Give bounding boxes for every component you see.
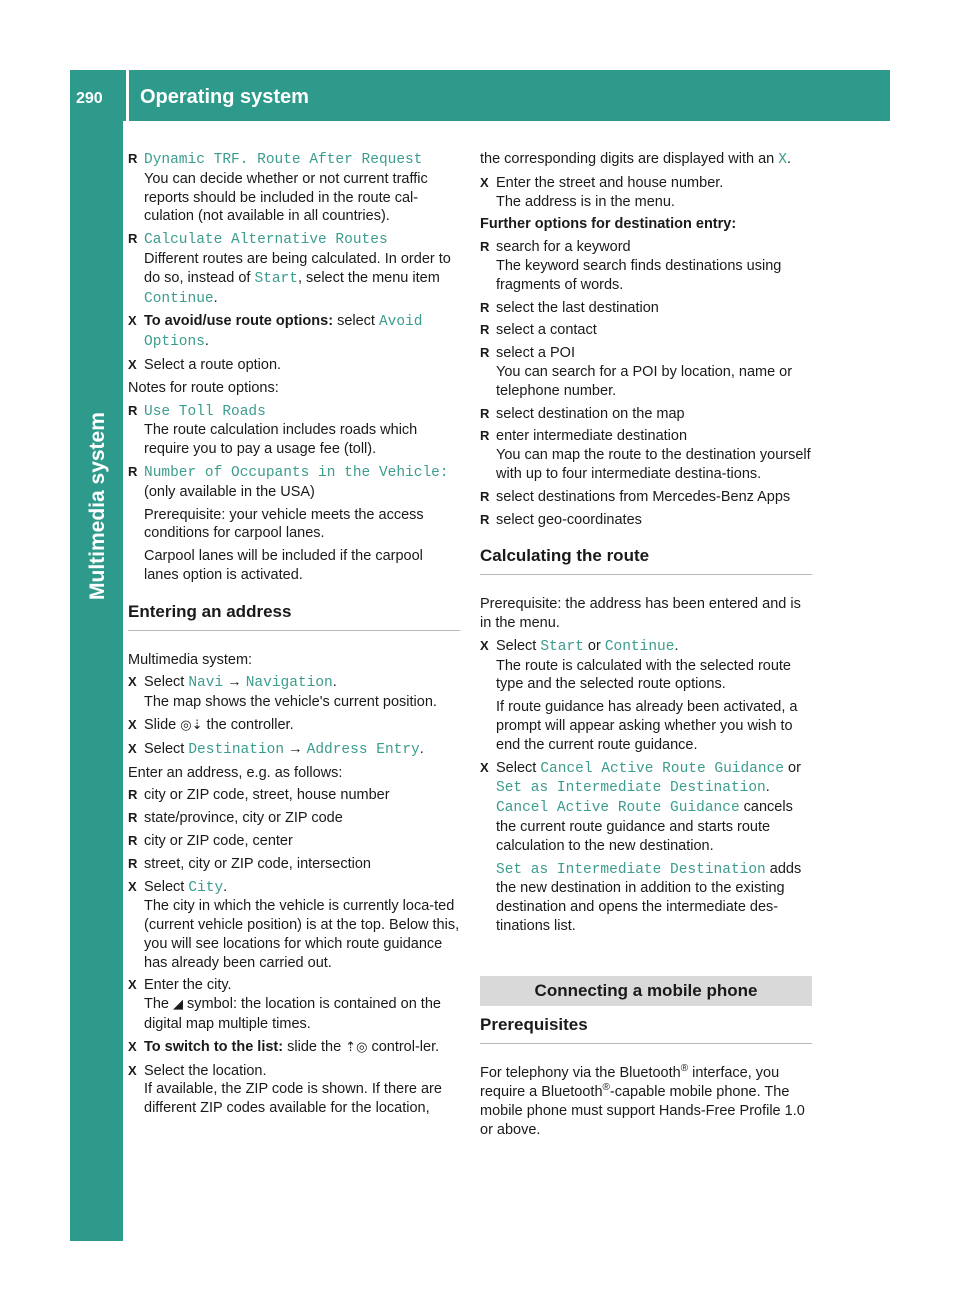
menu-item-city: City: [188, 879, 224, 896]
enter-address-label: Enter an address, e.g. as follows:: [128, 764, 343, 781]
menu-item-dynamic-trf: Dynamic TRF. Route After Request: [144, 152, 423, 168]
menu-item-destination: Destination: [188, 741, 285, 758]
route-prerequisite: Prerequisite: the address has been entered and is in the menu.: [480, 596, 801, 631]
step-select-navi: X Select Navi → Navigation. The map shows the vehicle's current position.: [128, 673, 460, 712]
bullet-alt-routes: [128, 230, 460, 308]
bullet-text: You can decide whether or not current traffic reports should be included in the route cal-culation (not available in all countries).: [144, 170, 428, 225]
menu-item-cancel-guidance: Cancel Active Route Guidance: [496, 800, 740, 817]
step-slide-controller: X Slide ◎⇣ the controller.: [128, 716, 460, 736]
step-select-route-option: X Select a route option.: [128, 356, 460, 375]
further-options-heading: Further options for destination entry:: [480, 216, 737, 233]
step-select-city: X Select City. The city in which the vehicle is currently loca-ted (current vehicle position) is at the top. Below this, you will see locations for which route guidance has already been carried out.: [128, 878, 460, 973]
menu-item-occupants: Number of Occupants in the Vehicle:: [144, 464, 449, 481]
heading-entering-address: Entering an address: [128, 603, 460, 631]
continued-text: the corresponding digits are displayed with an X.: [480, 151, 791, 168]
right-column: [480, 150, 812, 1143]
page-title: Operating system: [140, 86, 309, 108]
menu-item-calc-alt-routes: Calculate Alternative Routes: [144, 232, 388, 249]
option-bullet: R select geo-coordinates: [480, 511, 812, 530]
menu-item-start: Start: [254, 270, 298, 287]
menu-item-navigation: Navigation: [245, 675, 333, 692]
addr-bullet: R state/province, city or ZIP code: [128, 809, 460, 828]
mm-system-label: Multimedia system:: [128, 651, 253, 668]
menu-item-continue: Continue: [604, 638, 675, 655]
page-number: 290: [76, 90, 103, 107]
option-bullet: R enter intermediate destination You can map the route to the destination yourself with up to four intermediate destina-tions.: [480, 427, 812, 483]
step-select-destination: X Select Destination → Address Entry.: [128, 740, 460, 760]
heading-connecting-phone: Connecting a mobile phone: [480, 976, 812, 1007]
step-enter-street: X Enter the street and house number. The address is in the menu.: [480, 174, 812, 212]
step-enter-city: X Enter the city. The ◢ symbol: the location is contained on the digital map multiple times.: [128, 976, 460, 1033]
menu-item-x: X: [778, 152, 787, 168]
multiple-locations-icon: ◢: [173, 997, 184, 1013]
addr-bullet: R city or ZIP code, street, house number: [128, 786, 460, 805]
step-select-start: X Select Start or Continue. The route is calculated with the selected route type and the selected route options. If route guidance has already been activated, a prompt will appear asking whether you wish to end the current route guidance.: [480, 637, 812, 755]
heading-calculating-route: Calculating the route: [480, 547, 812, 575]
menu-item-continue: Continue: [144, 290, 214, 307]
heading-prerequisites: Prerequisites: [480, 1016, 812, 1044]
option-bullet: R select the last destination: [480, 299, 812, 318]
menu-item-avoid-options: Avoid Options: [144, 314, 423, 351]
notes-label: Notes for route options:: [128, 379, 279, 396]
phone-paragraph: For telephony via the Bluetooth® interface, you require a Bluetooth®-capable mobile phone. The mobile phone must support Hands-Free Profile 1.0 or above.: [480, 1063, 805, 1138]
controller-slide-up-icon: ⇡◎: [345, 1039, 368, 1055]
left-column: [128, 150, 460, 1122]
side-label: Multimedia system: [86, 412, 109, 600]
menu-item-set-intermediate: Set as Intermediate Destination: [496, 780, 766, 797]
side-bar: [70, 121, 123, 1241]
menu-item-navi: Navi: [188, 675, 224, 692]
menu-item-set-intermediate: Set as Intermediate Destination: [496, 861, 766, 878]
bullet-text: Different routes are being calculated. In order to do so, instead of Start, select the menu item Continue.: [144, 250, 451, 307]
option-bullet: R select a contact: [480, 321, 812, 340]
menu-item-address-entry: Address Entry: [306, 741, 420, 758]
option-bullet: R select destinations from Mercedes-Benz Apps: [480, 488, 812, 507]
option-bullet: R search for a keyword The keyword search finds destinations using fragments of words.: [480, 238, 812, 294]
bullet-toll: R Use Toll Roads The route calculation includes roads which require you to pay a usage fee (toll).: [128, 402, 460, 459]
controller-slide-down-icon: ◎⇣: [180, 717, 203, 733]
step-select-location: X Select the location. If available, the ZIP code is shown. If there are different ZIP codes available for the location,: [128, 1062, 460, 1118]
step-switch-list: X To switch to the list: slide the ⇡◎ control-ler.: [128, 1038, 460, 1058]
addr-bullet: R street, city or ZIP code, intersection: [128, 855, 460, 874]
option-bullet: R select destination on the map: [480, 405, 812, 424]
header-divider: [126, 70, 129, 121]
step-select-cancel: X Select Cancel Active Route Guidance or Set as Intermediate Destination. Cancel Active Route Guidance cancels the current route guidance and starts route calculation to the new destination. Set as Intermediate Destination adds the new destination in addition to the existing destination and opens the intermediate des-tinations list.: [480, 759, 812, 936]
option-bullet: R select a POI You can search for a POI by location, name or telephone number.: [480, 344, 812, 400]
addr-bullet: R city or ZIP code, center: [128, 832, 460, 851]
menu-item-start: Start: [540, 638, 584, 655]
bullet-occupants: R Number of Occupants in the Vehicle: (only available in the USA) Prerequisite: your vehicle meets the access conditions for carpool lanes. Carpool lanes will be included if the carpool lanes option is activated.: [128, 463, 460, 585]
bullet-traffic: [128, 150, 460, 226]
menu-item-cancel-guidance: Cancel Active Route Guidance: [540, 760, 784, 777]
step-avoid-options: X To avoid/use route options: select Avoid Options.: [128, 312, 460, 352]
menu-item-toll-roads: Use Toll Roads: [144, 403, 266, 420]
